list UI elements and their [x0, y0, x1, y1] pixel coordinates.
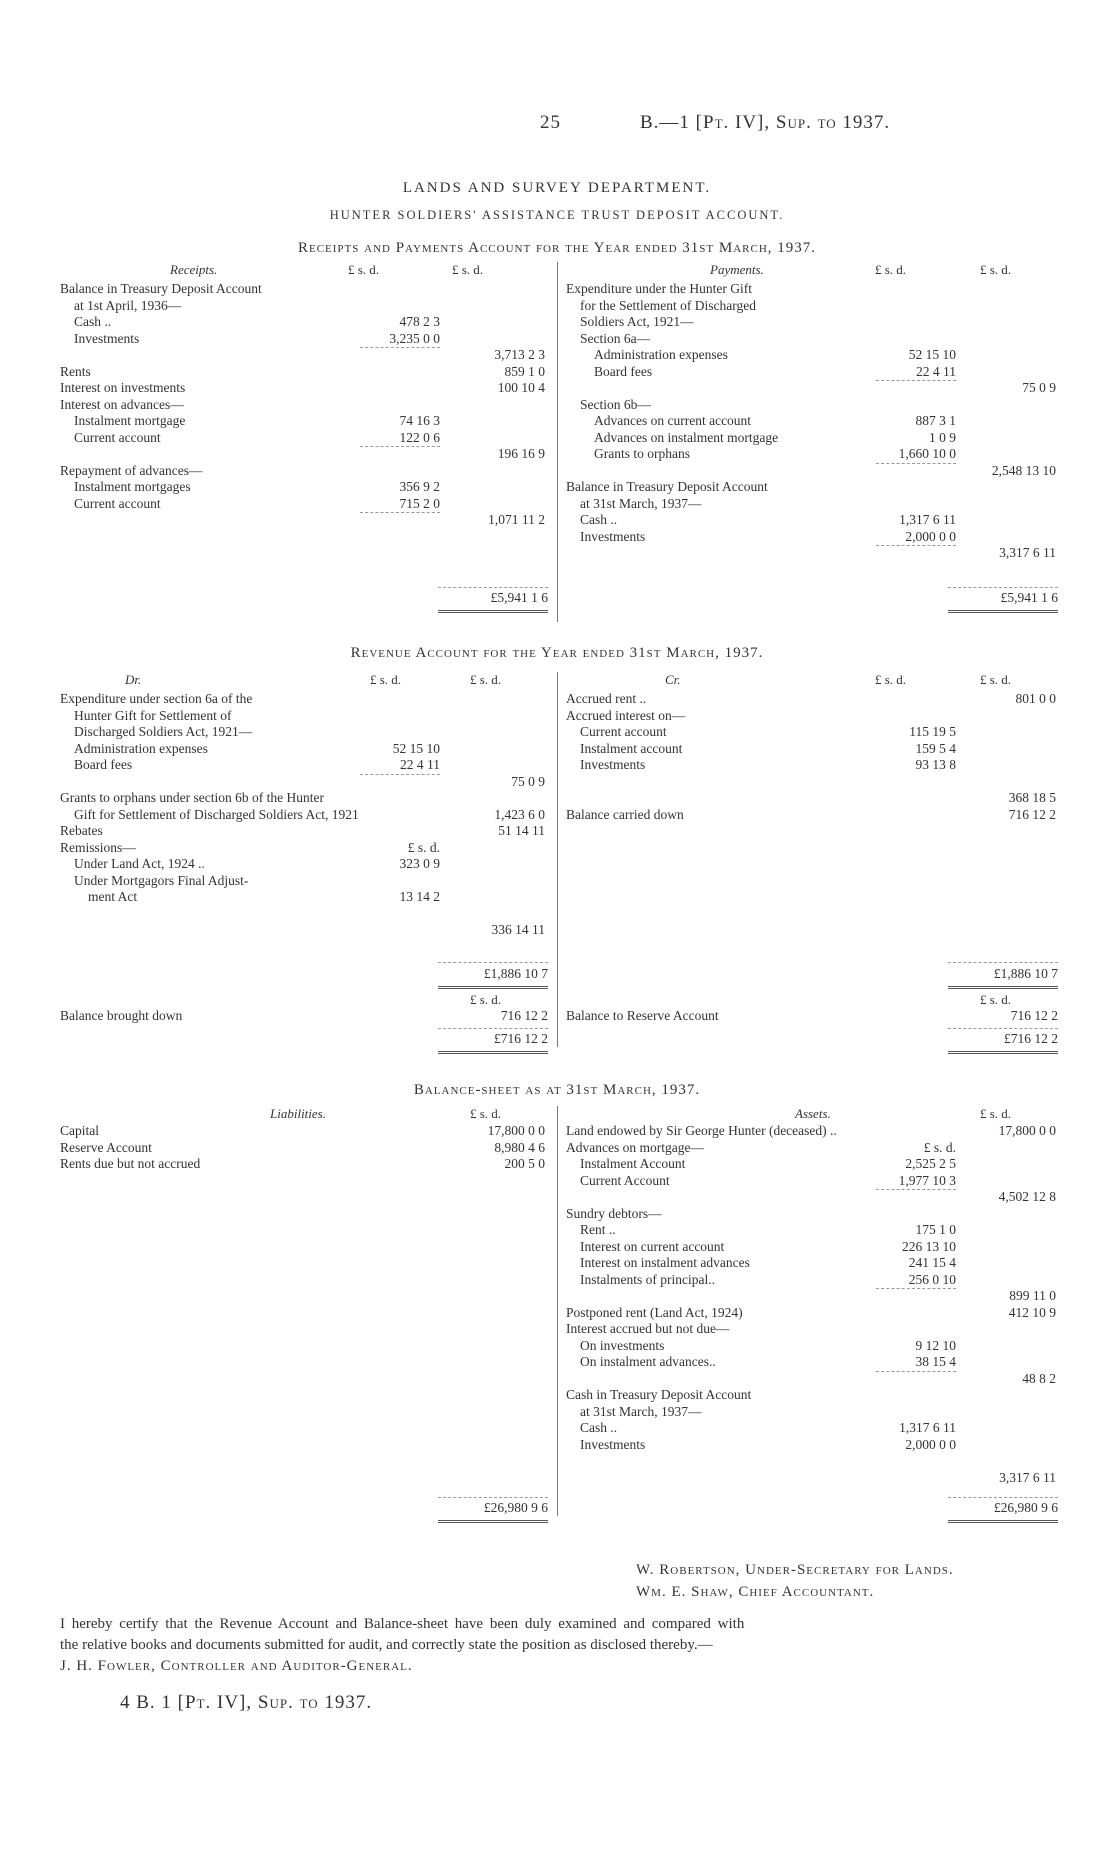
ledger-row — [566, 773, 1061, 791]
cr-col-head-outer: £ s. d. — [980, 672, 1012, 687]
ledger-item-label: Current account — [74, 495, 161, 511]
ledger-item-label: Rent .. — [580, 1222, 616, 1237]
bbd-col-head: £ s. d. — [470, 992, 502, 1007]
ledger-row — [566, 1205, 1061, 1223]
payments-total: £5,941 1 6 — [1000, 590, 1058, 605]
ledger-item-total: 4,502 12 8 — [998, 1189, 1056, 1204]
ledger-item-label: at 1st April, 1936— — [74, 297, 182, 313]
ledger-item-label: Advances on current account — [594, 413, 752, 428]
reserve-col-head: £ s. d. — [980, 992, 1012, 1007]
ledger-item-label: Rents — [60, 363, 91, 379]
balance-brought-down-value: 716 12 2 — [500, 1008, 548, 1023]
ledger-item-amount: £ s. d. — [407, 839, 440, 855]
certificate-signatory: J. H. Fowler, Controller and Auditor-General. — [60, 1658, 413, 1674]
ledger-item-amount: 1,660 10 0 — [898, 446, 956, 461]
ledger-item-amount: 2,000 0 0 — [905, 1436, 956, 1452]
ledger-item-label: Interest on current account — [580, 1238, 725, 1254]
ledger-item-label: Interest on advances— — [60, 396, 184, 412]
ledger-item-label: ment Act — [88, 889, 138, 904]
ledger-row — [566, 1320, 1061, 1338]
ledger-item-label: Balance in Treasury Deposit Account — [60, 281, 262, 296]
ledger-row — [60, 855, 555, 873]
ledger-item-label: Section 6a— — [580, 330, 651, 346]
ledger-item-label: Board fees — [594, 363, 653, 379]
ledger-item-label: Instalment Account — [580, 1156, 686, 1171]
ledger-row — [566, 1172, 1061, 1190]
ledger-item-label: Accrued rent .. — [566, 691, 647, 706]
ledger-item-total: 100 10 4 — [497, 380, 545, 395]
ledger-row — [60, 445, 555, 463]
ledger-row — [566, 346, 1061, 364]
liabilities-list — [60, 1122, 555, 1182]
ledger-item-total: 716 12 2 — [1008, 806, 1056, 822]
ledger-item-label: Rebates — [60, 823, 103, 838]
ledger-item-amount: 74 16 3 — [399, 413, 440, 428]
ledger-row — [60, 905, 555, 923]
ledger-item-total: 75 0 9 — [511, 773, 545, 789]
ledger-item-label: Interest on instalment advances — [580, 1255, 750, 1270]
ledger-item-amount: 13 14 2 — [399, 889, 440, 904]
ledger-item-amount: 478 2 3 — [399, 314, 440, 329]
ledger-row — [60, 363, 555, 381]
liabilities-col-head: £ s. d. — [470, 1106, 502, 1121]
ledger-item-total: 3,713 2 3 — [494, 347, 545, 362]
ledger-item-label: Expenditure under the Hunter Gift — [566, 281, 752, 296]
ledger-item-label: Instalment mortgage — [74, 413, 186, 428]
ledger-item-label: Investments — [580, 757, 646, 772]
ledger-item-total: 1,423 6 0 — [494, 806, 545, 822]
assets-list — [566, 1122, 1061, 1502]
ledger-item-label: Board fees — [74, 757, 133, 772]
ledger-row — [566, 478, 1061, 496]
balance-brought-down-label: Balance brought down — [60, 1008, 183, 1023]
ledger-item-label: Discharged Soldiers Act, 1921— — [74, 724, 253, 739]
balance-sheet-title: Balance-sheet as at 31st March, 1937. — [413, 1082, 701, 1098]
ledger-row — [566, 1287, 1061, 1305]
ledger-item-label: Interest accrued but not due— — [566, 1321, 730, 1336]
liabilities-heading: Liabilities. — [270, 1106, 326, 1121]
ledger-row — [60, 822, 555, 840]
balance-to-reserve-value: 716 12 2 — [1010, 1008, 1058, 1023]
ledger-row — [60, 297, 555, 315]
revenue-cr-list — [566, 690, 1061, 840]
ledger-row — [60, 462, 555, 480]
ledger-row — [566, 1188, 1061, 1206]
ledger-item-total: 412 10 9 — [1008, 1304, 1056, 1320]
ledger-row — [566, 1469, 1061, 1487]
ledger-item-amount: 159 5 4 — [915, 740, 956, 756]
department-title: LANDS AND SURVEY DEPARTMENT. — [402, 180, 712, 196]
ledger-row — [566, 690, 1061, 708]
revenue-dr-list — [60, 690, 555, 962]
ledger-item-label: Under Mortgagors Final Adjust- — [74, 872, 249, 888]
ledger-item-label: Grants to orphans — [594, 446, 690, 461]
ledger-item-label: Postponed rent (Land Act, 1924) — [566, 1304, 743, 1320]
ledger-item-amount: 1 0 9 — [929, 429, 956, 445]
dr-col-head-inner: £ s. d. — [370, 672, 402, 687]
ledger-item-label: On instalment advances.. — [580, 1354, 716, 1369]
page-number: 25 — [540, 112, 561, 133]
ledger-item-amount: 2,525 2 5 — [905, 1156, 956, 1171]
ledger-row — [566, 789, 1061, 807]
cr-col-head-inner: £ s. d. — [875, 672, 907, 687]
dr-heading: Dr. — [125, 672, 142, 687]
ledger-item-total: 899 11 0 — [1009, 1288, 1056, 1303]
ledger-item-label: Capital — [60, 1123, 99, 1138]
ledger-row — [60, 412, 555, 430]
account-title: HUNTER SOLDIERS' ASSISTANCE TRUST DEPOSIT ACCOUNT. — [329, 208, 785, 222]
ledger-row — [566, 806, 1061, 824]
ledger-item-total: 3,317 6 11 — [999, 545, 1056, 560]
ledger-item-label: Rents due but not accrued — [60, 1156, 201, 1171]
ledger-item-label: Land endowed by Sir George Hunter (deceased) .. — [566, 1123, 837, 1138]
ledger-row — [566, 1139, 1061, 1157]
ledger-item-label: Cash in Treasury Deposit Account — [566, 1387, 752, 1402]
cr-total: £1,886 10 7 — [993, 966, 1058, 981]
ledger-item-total: 1,071 11 2 — [488, 512, 545, 527]
ledger-item-total: 2,548 13 10 — [991, 462, 1056, 478]
ledger-item-amount: 226 13 10 — [902, 1238, 956, 1254]
payments-col-head-outer: £ s. d. — [980, 262, 1012, 277]
ledger-row — [60, 707, 555, 725]
ledger-item-amount: £ s. d. — [923, 1139, 956, 1155]
receipts-list — [60, 280, 555, 600]
payments-list — [566, 280, 1061, 590]
payments-col-head-inner: £ s. d. — [875, 262, 907, 277]
ledger-row — [566, 1304, 1061, 1322]
ledger-row — [566, 445, 1061, 463]
ledger-item-total: 17,800 0 0 — [487, 1123, 545, 1138]
ledger-item-label: Cash .. — [580, 512, 618, 527]
ledger-row — [566, 1419, 1061, 1437]
ledger-item-label: Investments — [74, 330, 140, 346]
ledger-row — [60, 839, 555, 857]
ledger-row — [566, 1238, 1061, 1256]
rp-divider — [557, 262, 558, 622]
ledger-row — [566, 396, 1061, 414]
ledger-item-label: Current Account — [580, 1172, 670, 1188]
ledger-row — [60, 872, 555, 890]
ledger-row — [60, 1139, 555, 1157]
assets-col-head: £ s. d. — [980, 1106, 1012, 1121]
ledger-row — [566, 1452, 1061, 1470]
signature-chief-accountant: Wm. E. Shaw, Chief Accountant. — [636, 1584, 875, 1600]
ledger-item-amount: 52 15 10 — [908, 347, 956, 362]
ledger-item-amount: 1,317 6 11 — [899, 1420, 956, 1435]
ledger-item-amount: 22 4 11 — [916, 363, 956, 379]
ledger-row — [566, 511, 1061, 529]
ledger-item-label: Instalment account — [580, 740, 683, 756]
ledger-row — [566, 1337, 1061, 1355]
balance-sheet-divider — [557, 1106, 558, 1516]
cr-heading: Cr. — [665, 672, 681, 687]
ledger-item-amount: 256 0 10 — [908, 1271, 956, 1287]
liabilities-total: £26,980 9 6 — [483, 1500, 548, 1515]
dr-total: £1,886 10 7 — [483, 966, 548, 981]
ledger-item-amount: 9 12 10 — [915, 1337, 956, 1353]
ledger-row — [566, 1370, 1061, 1388]
ledger-item-label: Accrued interest on— — [566, 707, 686, 723]
ledger-row — [566, 1155, 1061, 1173]
balance-to-reserve-label: Balance to Reserve Account — [566, 1008, 719, 1023]
ledger-row — [566, 429, 1061, 447]
ledger-item-amount: 52 15 10 — [392, 740, 440, 756]
ledger-row — [566, 1254, 1061, 1272]
ledger-item-label: Investments — [580, 1436, 646, 1452]
ledger-item-total: 8,980 4 6 — [494, 1139, 545, 1155]
ledger-item-total: 3,317 6 11 — [999, 1469, 1056, 1485]
ledger-item-total: 200 5 0 — [504, 1156, 545, 1171]
ledger-item-label: Current account — [74, 429, 161, 445]
ledger-row — [60, 756, 555, 774]
ledger-row — [60, 313, 555, 331]
ledger-row — [566, 756, 1061, 774]
balance-brought-down-total: £716 12 2 — [494, 1031, 548, 1046]
ledger-item-amount: 175 1 0 — [915, 1222, 956, 1237]
ledger-item-amount: 715 2 0 — [399, 495, 440, 511]
ledger-item-total: 336 14 11 — [491, 922, 545, 937]
payments-heading: Payments. — [710, 262, 764, 277]
ledger-item-label: at 31st March, 1937— — [580, 1403, 702, 1419]
ledger-row — [566, 1436, 1061, 1454]
ledger-item-label: Instalments of principal.. — [580, 1271, 715, 1287]
ledger-row — [566, 723, 1061, 741]
ledger-item-amount: 2,000 0 0 — [905, 528, 956, 544]
ledger-item-label: Balance carried down — [566, 806, 684, 822]
ledger-item-label: Balance in Treasury Deposit Account — [566, 479, 768, 494]
ledger-row — [566, 462, 1061, 480]
ledger-item-label: Advances on mortgage— — [566, 1139, 704, 1155]
revenue-title: Revenue Account for the Year ended 31st March, 1937. — [350, 645, 764, 661]
ledger-row — [60, 330, 555, 348]
ledger-row — [60, 396, 555, 414]
signature-under-secretary: W. Robertson, Under-Secretary for Lands. — [636, 1562, 954, 1578]
footer-reference: 4 B. 1 [Pt. IV], Sup. to 1937. — [120, 1692, 373, 1713]
ledger-item-total: 75 0 9 — [1022, 380, 1056, 395]
ledger-row — [60, 789, 555, 807]
ledger-row — [60, 888, 555, 906]
certificate-line-1: I hereby certify that the Revenue Account and Balance-sheet have been duly examined and compared with — [60, 1616, 745, 1632]
ledger-item-amount: 241 15 4 — [908, 1255, 956, 1270]
ledger-item-amount: 93 13 8 — [915, 757, 956, 772]
certificate-line-2: the relative books and documents submitted for audit, and correctly state the position as disclosed thereby.— — [60, 1637, 713, 1653]
ledger-item-total: 859 1 0 — [504, 363, 545, 379]
receipts-col-head-outer: £ s. d. — [452, 262, 484, 277]
ledger-row — [60, 921, 555, 939]
ledger-item-total: 51 14 11 — [498, 823, 545, 838]
ledger-item-total: 801 0 0 — [1015, 691, 1056, 706]
ledger-row — [60, 379, 555, 397]
ledger-item-label: Reserve Account — [60, 1139, 152, 1155]
ledger-item-amount: 887 3 1 — [915, 413, 956, 428]
ledger-row — [566, 280, 1061, 298]
ledger-row — [60, 511, 555, 529]
ledger-item-total: 196 16 9 — [497, 446, 545, 461]
ledger-item-amount: 115 19 5 — [909, 724, 956, 739]
revenue-divider — [557, 672, 558, 1047]
receipts-payments-title: Receipts and Payments Account for the Year ended 31st March, 1937. — [297, 240, 817, 256]
ledger-row — [566, 1221, 1061, 1239]
ledger-row — [566, 363, 1061, 381]
ledger-row — [566, 313, 1061, 331]
ledger-row — [60, 1155, 555, 1173]
ledger-row — [60, 806, 555, 824]
ledger-item-label: Sundry debtors— — [566, 1205, 662, 1221]
ledger-item-amount: 3,235 0 0 — [389, 330, 440, 346]
ledger-row — [566, 379, 1061, 397]
ledger-row — [566, 297, 1061, 315]
ledger-item-amount: 356 9 2 — [399, 479, 440, 494]
ledger-item-amount: 1,317 6 11 — [899, 512, 956, 527]
ledger-row — [566, 1386, 1061, 1404]
ledger-row — [566, 707, 1061, 725]
ledger-item-label: Section 6b— — [580, 396, 651, 412]
ledger-row — [60, 1122, 555, 1140]
ledger-item-label: Current account — [580, 724, 667, 739]
receipts-total: £5,941 1 6 — [490, 590, 548, 605]
ledger-row — [566, 544, 1061, 562]
ledger-item-amount: 122 0 6 — [399, 429, 440, 445]
ledger-row — [60, 429, 555, 447]
ledger-row — [566, 528, 1061, 546]
ledger-row — [566, 412, 1061, 430]
ledger-item-total: 48 8 2 — [1022, 1370, 1056, 1386]
ledger-row — [60, 740, 555, 758]
assets-total: £26,980 9 6 — [993, 1500, 1058, 1515]
ledger-item-amount: 1,977 10 3 — [898, 1172, 956, 1188]
ledger-item-label: Remissions— — [60, 839, 136, 855]
ledger-row — [566, 495, 1061, 513]
ledger-item-label: On investments — [580, 1337, 665, 1353]
assets-heading: Assets. — [795, 1106, 831, 1121]
ledger-row — [566, 1403, 1061, 1421]
ledger-row — [60, 723, 555, 741]
ledger-item-label: Grants to orphans under section 6b of the Hunter — [60, 790, 324, 805]
ledger-item-label: Soldiers Act, 1921— — [580, 314, 694, 329]
dr-col-head-outer: £ s. d. — [470, 672, 502, 687]
ledger-row — [566, 1353, 1061, 1371]
ledger-item-label: Expenditure under section 6a of the — [60, 691, 253, 706]
ledger-item-label: Investments — [580, 528, 646, 544]
ledger-row — [60, 773, 555, 791]
ledger-item-label: Administration expenses — [594, 347, 728, 362]
ledger-item-label: Interest on investments — [60, 380, 186, 395]
document-reference: B.—1 [Pt. IV], Sup. to 1937. — [640, 112, 891, 133]
ledger-row — [60, 690, 555, 708]
ledger-item-label: Cash .. — [580, 1420, 618, 1435]
ledger-item-amount: 38 15 4 — [915, 1354, 956, 1369]
ledger-row — [566, 740, 1061, 758]
ledger-item-label: Administration expenses — [74, 740, 208, 756]
ledger-item-amount: 22 4 11 — [400, 757, 440, 772]
receipts-heading: Receipts. — [170, 262, 218, 277]
ledger-item-label: Gift for Settlement of Discharged Soldiers Act, 1921 — [74, 806, 359, 822]
ledger-item-label: at 31st March, 1937— — [580, 495, 702, 511]
ledger-row — [60, 280, 555, 298]
ledger-item-label: Cash .. — [74, 314, 112, 329]
ledger-item-total: 17,800 0 0 — [998, 1123, 1056, 1138]
receipts-col-head-inner: £ s. d. — [348, 262, 380, 277]
ledger-item-label: for the Settlement of Discharged — [580, 297, 756, 313]
ledger-item-label: Hunter Gift for Settlement of — [74, 707, 232, 723]
ledger-item-total: 368 18 5 — [1008, 790, 1056, 805]
ledger-item-label: Advances on instalment mortgage — [594, 429, 779, 445]
ledger-row — [566, 1122, 1061, 1140]
ledger-row — [60, 346, 555, 364]
ledger-item-amount: 323 0 9 — [399, 856, 440, 871]
ledger-row — [566, 1271, 1061, 1289]
ledger-row — [60, 478, 555, 496]
ledger-row — [60, 495, 555, 513]
ledger-row — [566, 330, 1061, 348]
balance-to-reserve-total: £716 12 2 — [1004, 1031, 1058, 1046]
ledger-item-label: Repayment of advances— — [60, 462, 203, 478]
ledger-item-label: Under Land Act, 1924 .. — [74, 856, 205, 871]
ledger-item-label: Instalment mortgages — [74, 479, 191, 494]
